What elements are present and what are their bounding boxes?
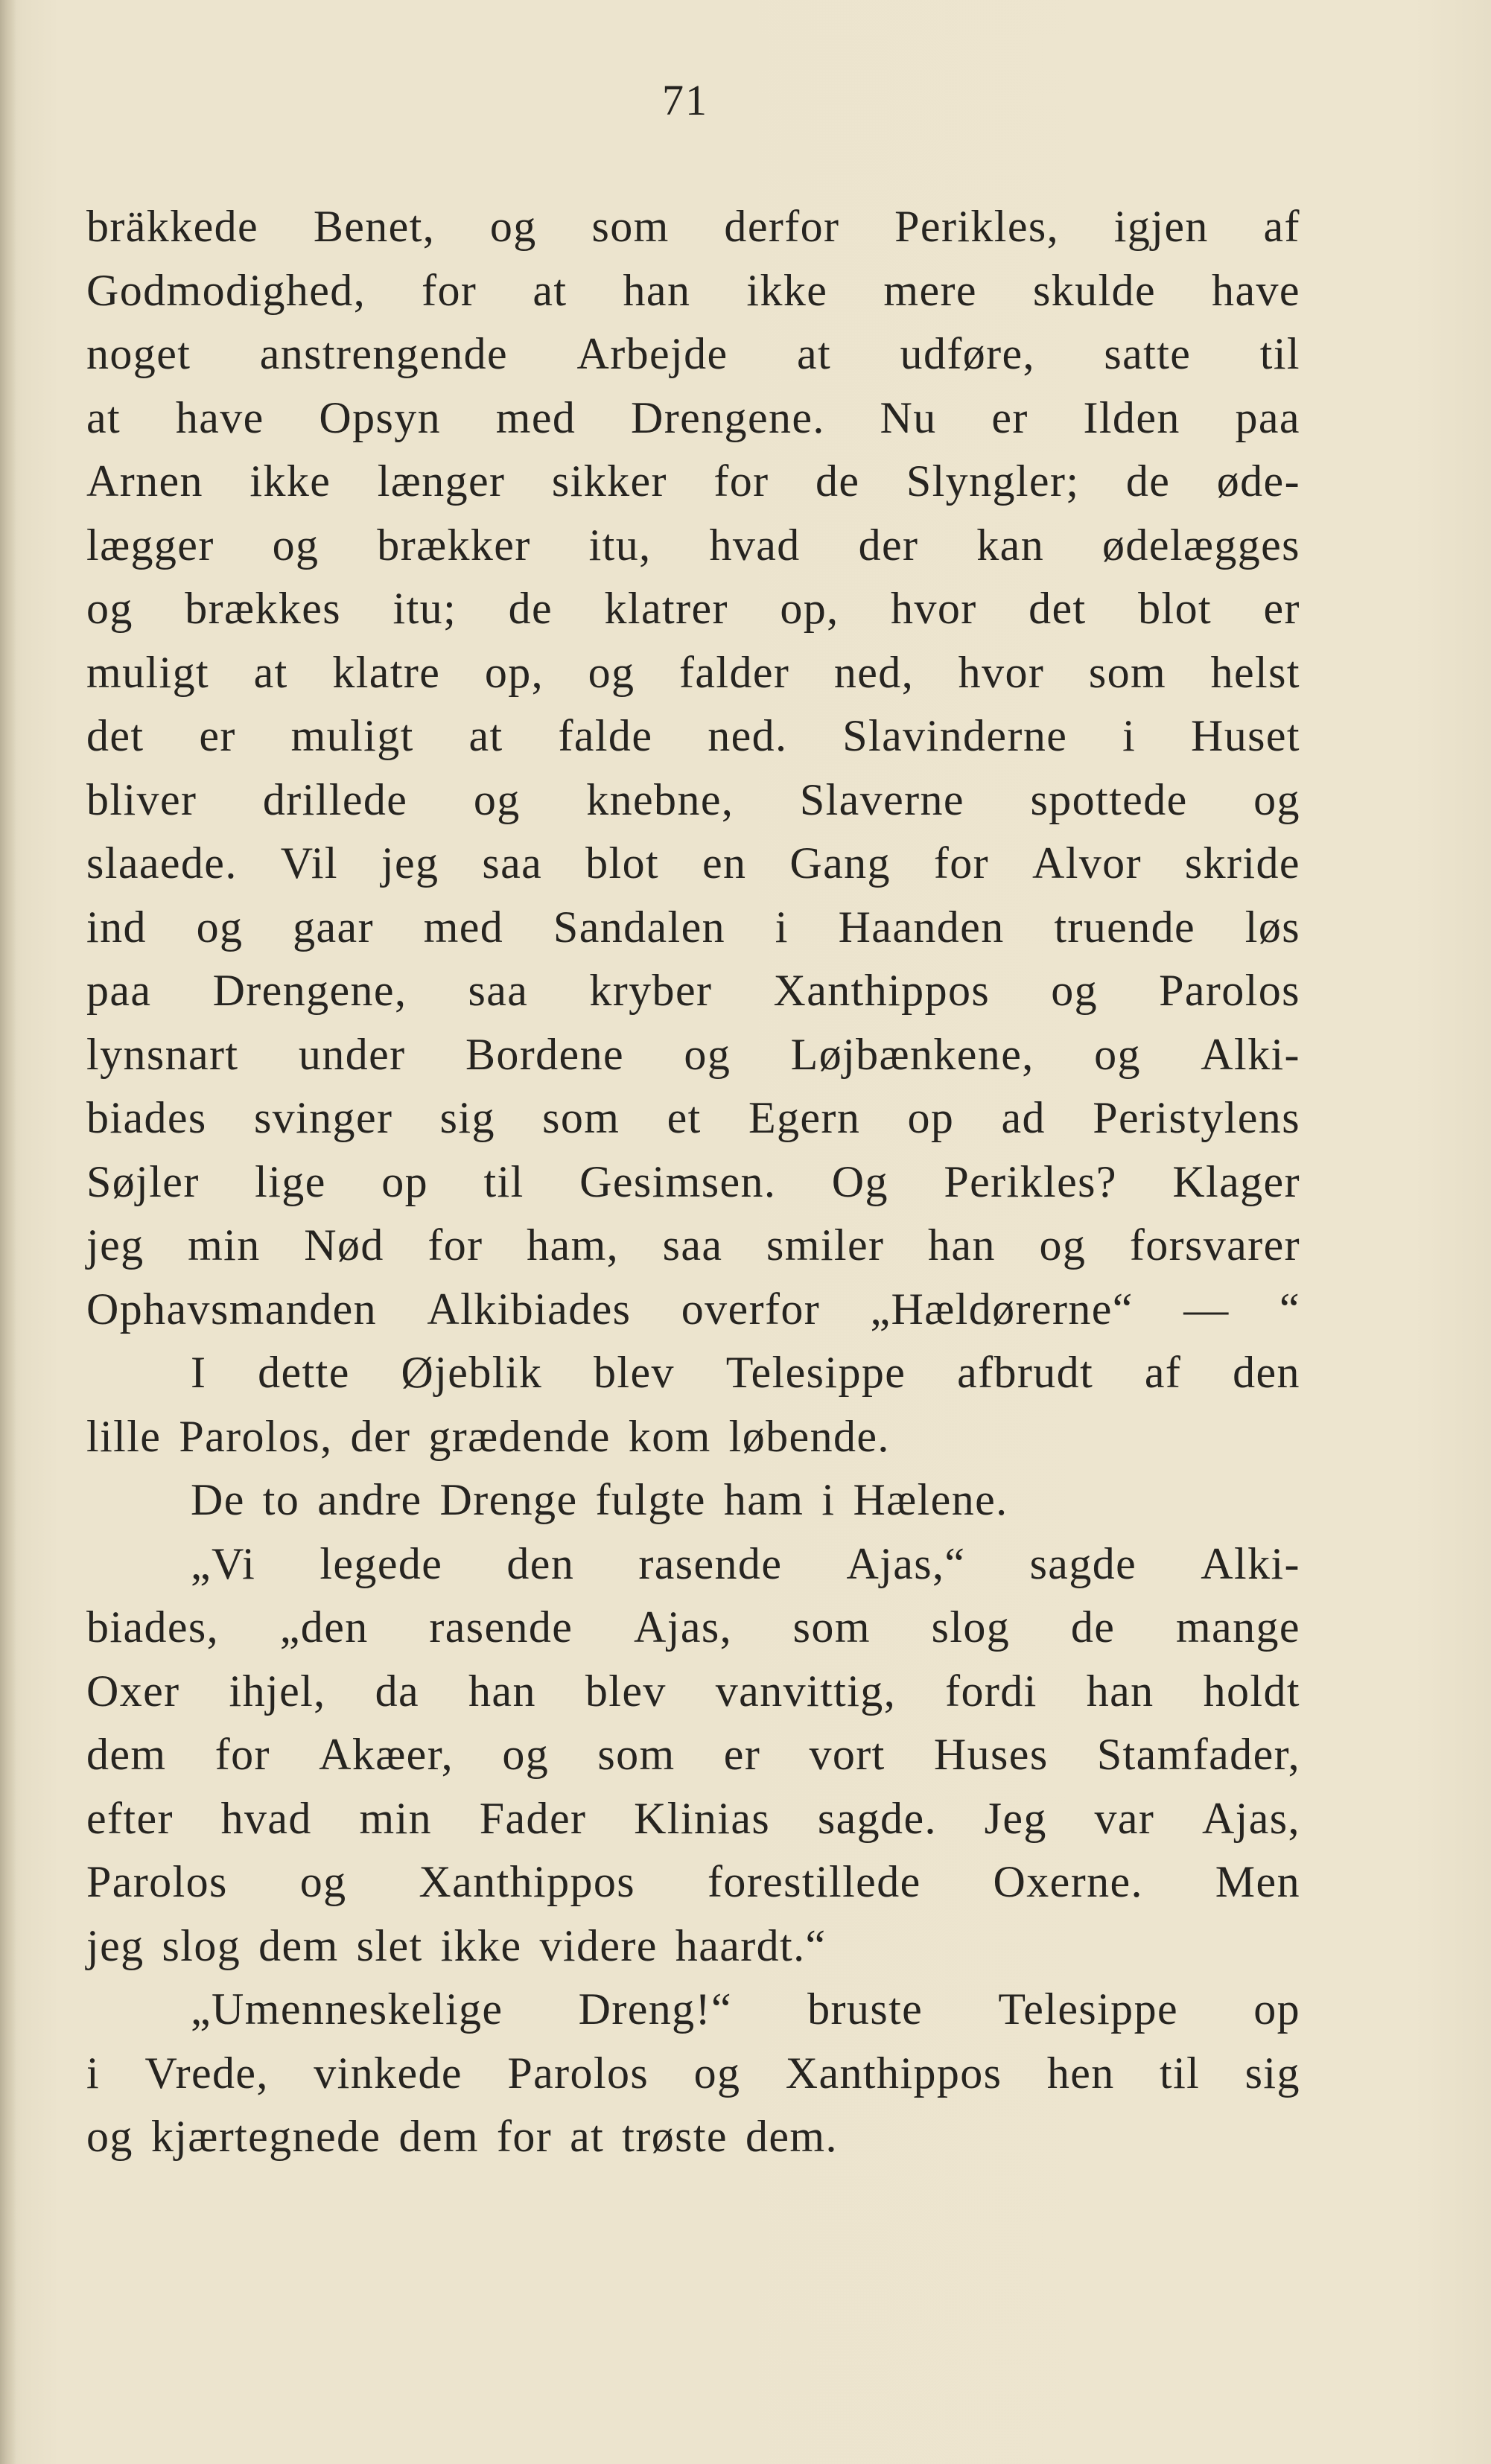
word: til: [1259, 329, 1300, 378]
word: skride: [1184, 838, 1300, 888]
word: Nu: [880, 392, 937, 442]
word: hvad: [220, 1793, 312, 1843]
word: en: [702, 838, 747, 888]
word: sikker: [551, 456, 667, 506]
word: blev: [585, 1666, 667, 1716]
word: “: [1279, 1284, 1300, 1334]
word: saa: [662, 1220, 723, 1270]
word: Parolos: [1159, 966, 1300, 1015]
word: i: [1122, 711, 1136, 760]
word: for: [422, 265, 477, 315]
word: hen: [1046, 2048, 1115, 2098]
word: den: [506, 1538, 575, 1588]
word: forestillede: [707, 1857, 921, 1906]
text-line: [86, 832, 1300, 896]
text-line: [86, 1023, 1300, 1087]
word: kan: [976, 520, 1045, 570]
word: Benet,: [313, 202, 436, 251]
word: op: [1253, 1984, 1300, 2034]
word: svinger: [253, 1093, 393, 1142]
word: gaar: [293, 902, 374, 952]
word: Dreng!“: [578, 1984, 732, 2034]
word: Parolos: [507, 2048, 649, 2098]
page-number: 71: [662, 76, 708, 124]
word: op: [907, 1093, 955, 1142]
body-text: [86, 195, 1300, 2169]
binding-edge: [0, 0, 16, 2464]
word: forsvarer: [1129, 1220, 1300, 1270]
word: op,: [484, 647, 544, 697]
word: haardt.“: [675, 1920, 827, 1970]
word: for: [214, 1730, 270, 1779]
word: Alki-: [1201, 1029, 1300, 1079]
word: videre: [539, 1920, 658, 1970]
text-line: [86, 514, 1300, 578]
word: lige: [255, 1156, 326, 1206]
word: Telesippe: [998, 1984, 1179, 2034]
word: Drenge: [439, 1475, 578, 1524]
text-line: [86, 1150, 1300, 1215]
word: holdt: [1203, 1666, 1300, 1716]
text-line: [86, 1596, 1300, 1660]
word: er: [1263, 584, 1300, 633]
text-line: [86, 896, 1300, 960]
word: Alkibiades: [427, 1284, 632, 1334]
text-line: [86, 959, 1300, 1023]
word: Løjbænkene,: [790, 1029, 1034, 1079]
word: og: [588, 647, 635, 697]
text-line: [86, 768, 1300, 833]
word: og: [684, 1029, 731, 1079]
word: at: [797, 329, 832, 378]
word: lægger: [86, 520, 214, 570]
word: dem: [258, 1920, 339, 1970]
word: klatrer: [604, 584, 728, 633]
word: og: [196, 902, 244, 952]
word: rasende: [429, 1602, 573, 1652]
word: Ajas,: [634, 1602, 732, 1652]
word: i: [775, 902, 789, 952]
text-line: [86, 1978, 1300, 2042]
word: derfor: [724, 202, 840, 251]
word: og: [473, 774, 521, 824]
word: som: [591, 202, 670, 251]
word: falde: [558, 711, 653, 760]
text-line: [86, 1787, 1300, 1851]
word: Nød: [304, 1220, 384, 1270]
word: det: [1029, 584, 1087, 633]
word: for: [496, 2112, 553, 2161]
word: han: [1086, 1666, 1154, 1716]
word: ned.: [708, 711, 788, 760]
text-line: [86, 1405, 1300, 1469]
word: itu,: [588, 520, 652, 570]
word: Hælene.: [853, 1475, 1008, 1524]
word: slog: [931, 1602, 1011, 1652]
word: slaaede.: [86, 838, 238, 888]
word: han: [468, 1666, 536, 1716]
word: saa: [468, 966, 529, 1015]
word: have: [175, 392, 264, 442]
word: og: [272, 520, 320, 570]
word: er: [199, 711, 236, 760]
word: han: [623, 265, 691, 315]
word: De: [191, 1475, 245, 1524]
word: ind: [86, 902, 147, 952]
word: og: [1253, 774, 1300, 824]
word: Fader: [479, 1793, 587, 1843]
word: og: [299, 1857, 347, 1906]
word: blev: [594, 1348, 675, 1397]
text-line: [86, 195, 1300, 259]
word: drillede: [262, 774, 408, 824]
word: min: [188, 1220, 261, 1270]
word: der: [350, 1411, 411, 1461]
word: den: [1233, 1348, 1300, 1397]
word: itu;: [392, 584, 457, 633]
word: falder: [679, 647, 790, 697]
word: de: [1125, 456, 1171, 506]
word: bruste: [807, 1984, 923, 2034]
text-line: [86, 1723, 1300, 1787]
text-line: [86, 1850, 1300, 1914]
word: Ilden: [1083, 392, 1180, 442]
word: til: [1160, 2048, 1201, 2098]
word: i: [821, 1475, 836, 1524]
word: Opsyn: [319, 392, 442, 442]
word: op,: [780, 584, 839, 633]
word: ikke: [746, 265, 828, 315]
word: Slyngler;: [906, 456, 1080, 506]
word: bräkkede: [86, 202, 259, 251]
word: Sandalen: [553, 902, 726, 952]
word: ham,: [527, 1220, 620, 1270]
text-line: [86, 1278, 1300, 1342]
word: Perikles,: [894, 202, 1060, 251]
word: vanvittig,: [715, 1666, 897, 1716]
text-line: [86, 386, 1300, 451]
word: kjærtegnede: [150, 2112, 381, 2161]
word: jeg: [381, 838, 439, 888]
word: Men: [1215, 1857, 1300, 1906]
word: „den: [279, 1602, 369, 1652]
word: legede: [320, 1538, 443, 1588]
word: bliver: [86, 774, 197, 824]
word: kom: [628, 1411, 711, 1461]
word: Alki-: [1201, 1538, 1300, 1588]
word: truende: [1054, 902, 1196, 952]
word: Klinias: [634, 1793, 771, 1843]
word: og: [693, 2048, 741, 2098]
text-line: [86, 1468, 1300, 1532]
word: Gesimsen.: [579, 1156, 777, 1206]
text-line: [86, 1214, 1300, 1278]
word: overfor: [681, 1284, 821, 1334]
word: dem: [86, 1730, 167, 1779]
text-line: [86, 2042, 1300, 2106]
word: have: [1212, 265, 1300, 315]
word: Slaverne: [799, 774, 964, 824]
word: af: [1144, 1348, 1182, 1397]
word: min: [359, 1793, 433, 1843]
word: dem: [398, 2112, 479, 2161]
word: satte: [1104, 329, 1192, 378]
word: øde-: [1216, 456, 1300, 506]
word: „Vi: [191, 1538, 256, 1588]
word: i: [86, 2048, 101, 2098]
word: at: [86, 392, 121, 442]
word: Telesippe: [725, 1348, 906, 1397]
word: Huses: [933, 1730, 1049, 1779]
word: mange: [1175, 1602, 1300, 1652]
word: muligt: [290, 711, 414, 760]
word: Drengene.: [631, 392, 825, 442]
word: Egern: [748, 1093, 861, 1142]
word: knebne,: [586, 774, 734, 824]
word: de: [508, 584, 553, 633]
word: Drengene,: [212, 966, 407, 1015]
word: og: [502, 1730, 550, 1779]
word: de: [815, 456, 860, 506]
word: Klager: [1172, 1156, 1300, 1206]
word: Arnen: [86, 456, 203, 506]
word: Parolos: [86, 1857, 228, 1906]
word: rasende: [638, 1538, 783, 1588]
word: dette: [258, 1348, 350, 1397]
word: sagde: [1029, 1538, 1137, 1588]
word: Perikles?: [944, 1156, 1117, 1206]
word: hvad: [709, 520, 801, 570]
text-line: [86, 1532, 1300, 1596]
text-line: [86, 577, 1300, 641]
word: Oxer: [86, 1666, 180, 1716]
word: slog: [162, 1920, 241, 1970]
word: Huset: [1190, 711, 1300, 760]
word: afbrudt: [957, 1348, 1094, 1397]
word: „Umenneskelige: [191, 1984, 503, 2034]
word: hvor: [891, 584, 977, 633]
word: og: [1039, 1220, 1087, 1270]
word: Bordene: [465, 1029, 625, 1079]
word: og: [1051, 966, 1099, 1015]
text-line: [86, 1341, 1300, 1405]
word: de: [1070, 1602, 1116, 1652]
text-line: [86, 1086, 1300, 1150]
word: ham: [723, 1475, 804, 1524]
word: trøste: [622, 2112, 728, 2161]
word: brækkes: [185, 584, 342, 633]
text-line: [86, 1660, 1300, 1724]
word: Xanthippos: [419, 1857, 636, 1906]
word: Øjeblik: [401, 1348, 543, 1397]
word: —: [1183, 1284, 1230, 1334]
word: ikke: [440, 1920, 522, 1970]
word: Ajas,: [1201, 1793, 1300, 1843]
word: saa: [482, 838, 543, 888]
word: udføre,: [900, 329, 1035, 378]
word: skulde: [1032, 265, 1156, 315]
word: sig: [439, 1093, 495, 1142]
word: anstrengende: [259, 329, 509, 378]
word: og: [86, 584, 133, 633]
word: Søjler: [86, 1156, 200, 1206]
word: lille: [86, 1411, 162, 1461]
word: sagde.: [817, 1793, 937, 1843]
word: med: [423, 902, 504, 952]
word: mere: [883, 265, 977, 315]
word: som: [792, 1602, 871, 1652]
word: jeg: [86, 1920, 144, 1970]
word: sig: [1244, 2048, 1300, 2098]
word: Ajas,“: [846, 1538, 966, 1588]
word: Alvor: [1031, 838, 1142, 888]
word: paa: [86, 966, 152, 1015]
word: Xanthippos: [773, 966, 991, 1015]
word: Gang: [789, 838, 891, 888]
word: og: [86, 2112, 133, 2161]
word: slet: [356, 1920, 423, 1970]
word: ikke: [249, 456, 331, 506]
word: igjen: [1113, 202, 1209, 251]
word: som: [542, 1093, 620, 1142]
word: med: [495, 392, 576, 442]
text-line: [86, 2105, 1300, 2169]
word: hvor: [958, 647, 1045, 697]
word: ihjel,: [229, 1666, 326, 1716]
word: Og: [831, 1156, 888, 1206]
text-line: [86, 259, 1300, 323]
word: for: [933, 838, 990, 888]
word: Peristylens: [1093, 1093, 1300, 1142]
word: at: [532, 265, 568, 315]
text-line: [86, 704, 1300, 768]
word: blot: [1138, 584, 1212, 633]
word: Xanthippos: [785, 2048, 1002, 2098]
word: Oxerne.: [993, 1857, 1143, 1906]
text-line: [86, 322, 1300, 386]
word: er: [723, 1730, 761, 1779]
word: muligt: [86, 647, 210, 697]
word: biades,: [86, 1602, 220, 1652]
text-line: [86, 450, 1300, 514]
word: til: [483, 1156, 524, 1206]
word: fulgte: [595, 1475, 706, 1524]
word: lynsnart: [86, 1029, 239, 1079]
word: dem.: [745, 2112, 838, 2161]
word: I: [191, 1348, 207, 1397]
word: Vil: [280, 838, 338, 888]
word: af: [1263, 202, 1300, 251]
word: grædende: [428, 1411, 611, 1461]
word: som: [1088, 647, 1167, 697]
word: ødelægges: [1102, 520, 1300, 570]
word: vort: [809, 1730, 886, 1779]
word: „Hældørerne“: [870, 1284, 1134, 1334]
word: vinkede: [314, 2048, 462, 2098]
word: noget: [86, 329, 191, 378]
word: løbende.: [728, 1411, 890, 1461]
word: da: [375, 1666, 420, 1716]
word: Ophavsmanden: [86, 1284, 378, 1334]
word: Jeg: [984, 1793, 1047, 1843]
word: for: [713, 456, 769, 506]
word: Parolos,: [179, 1411, 333, 1461]
word: var: [1094, 1793, 1155, 1843]
word: der: [858, 520, 919, 570]
word: blot: [585, 838, 660, 888]
word: kryber: [589, 966, 713, 1015]
word: ad: [1001, 1093, 1046, 1142]
word: andre: [317, 1475, 422, 1524]
text-line: [86, 641, 1300, 705]
word: jeg: [86, 1220, 144, 1270]
word: brækker: [377, 520, 531, 570]
word: biades: [86, 1093, 207, 1142]
word: løs: [1244, 902, 1300, 952]
word: og: [489, 202, 537, 251]
word: for: [427, 1220, 483, 1270]
word: Arbejde: [576, 329, 728, 378]
word: ned,: [833, 647, 915, 697]
text-line: [86, 1914, 1300, 1978]
word: at: [570, 2112, 605, 2161]
word: to: [262, 1475, 300, 1524]
word: det: [86, 711, 144, 760]
word: efter: [86, 1793, 174, 1843]
word: et: [667, 1093, 702, 1142]
word: som: [597, 1730, 675, 1779]
word: op: [381, 1156, 428, 1206]
word: smiler: [766, 1220, 885, 1270]
word: Haanden: [838, 902, 1005, 952]
word: at: [468, 711, 503, 760]
word: han: [928, 1220, 996, 1270]
word: Stamfader,: [1096, 1730, 1300, 1779]
word: fordi: [945, 1666, 1037, 1716]
word: klatre: [332, 647, 441, 697]
word: og: [1094, 1029, 1141, 1079]
word: helst: [1210, 647, 1300, 697]
word: længer: [377, 456, 506, 506]
word: at: [253, 647, 288, 697]
word: under: [298, 1029, 406, 1079]
word: spottede: [1030, 774, 1188, 824]
word: Vrede,: [144, 2048, 269, 2098]
word: Slavinderne: [842, 711, 1068, 760]
word: Akæer,: [319, 1730, 454, 1779]
word: paa: [1235, 392, 1300, 442]
word: Godmodighed,: [86, 265, 366, 315]
word: er: [991, 392, 1029, 442]
